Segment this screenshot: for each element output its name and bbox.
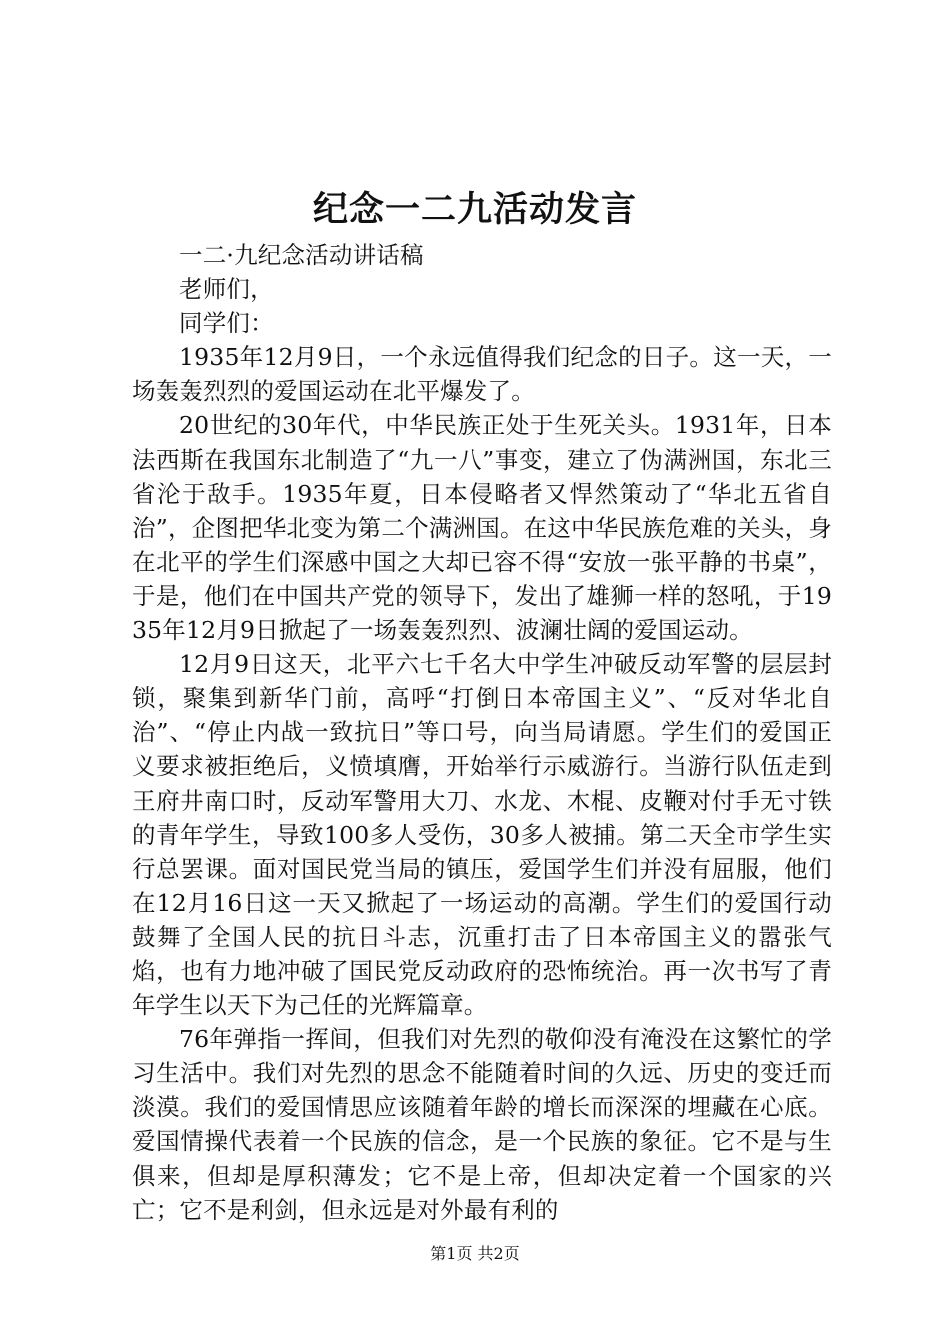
- paragraph-event: 12月9日这天，北平六七千名大中学生冲破反动军警的层层封锁，聚集到新华门前，高呼“打倒日本帝国主义”、“反对华北自治”、“停止内战一致抗日”等口号，向当局请愿。学生们的爱国正义要求被拒绝后，义愤填膺，开始举行示威游行。当游行队伍走到王府井南口时，反动军警用大刀、水龙、木棍、皮鞭对付手无寸铁的青年学生，导致100多人受伤，30多人被捕。第二天全市学生实行总罢课。面对国民党当局的镇压，爱国学生们并没有屈服，他们在12月16日这一天又掀起了一场运动的高潮。学生们的爱国行动鼓舞了全国人民的抗日斗志，沉重打击了日本帝国主义的嚣张气焰，也有力地冲破了国民党反动政府的恐怖统治。再一次书写了青年学生以天下为己任的光辉篇章。: [132, 650, 832, 1020]
- paragraph-reflection: 76年弹指一挥间，但我们对先烈的敬仰没有淹没在这繁忙的学习生活中。我们对先烈的思念不能随着时间的久远、历史的变迁而淡漠。我们的爱国情思应该随着年龄的增长而深深的埋藏在心底。爱国情操代表着一个民族的信念，是一个民族的象征。它不是与生俱来，但却是厚积薄发；它不是上帝，但却决定着一个国家的兴亡；它不是利剑，但永远是对外最有利的: [132, 1025, 832, 1224]
- paragraph-salutation-teachers: 老师们，: [179, 275, 274, 304]
- document-title: 纪念一二九活动发言: [312, 189, 637, 230]
- paragraph-heading: 一二·九纪念活动讲话稿: [179, 241, 424, 269]
- paragraph-salutation-students: 同学们：: [179, 309, 274, 338]
- paragraph-intro: 1935年12月9日，一个永远值得我们纪念的日子。这一天，一场轰轰烈烈的爱国运动在北平爆发了。: [132, 343, 832, 406]
- paragraph-background: 20世纪的30年代，中华民族正处于生死关头。1931年，日本法西斯在我国东北制造了“九一八”事变，建立了伪满洲国，东北三省沦于敌手。1935年夏，日本侵略者又悍然策动了“华北五省自治”，企图把华北变为第二个满洲国。在这中华民族危难的关头，身在北平的学生们深感中国之大却已容不得“安放一张平静的书桌”，于是，他们在中国共产党的领导下，发出了雄狮一样的怒吼，于1935年12月9日掀起了一场轰轰烈烈、波澜壮阔的爱国运动。: [132, 411, 832, 645]
- page-number-footer: 第1页 共2页: [430, 1244, 520, 1263]
- document-body: [132, 238, 832, 1227]
